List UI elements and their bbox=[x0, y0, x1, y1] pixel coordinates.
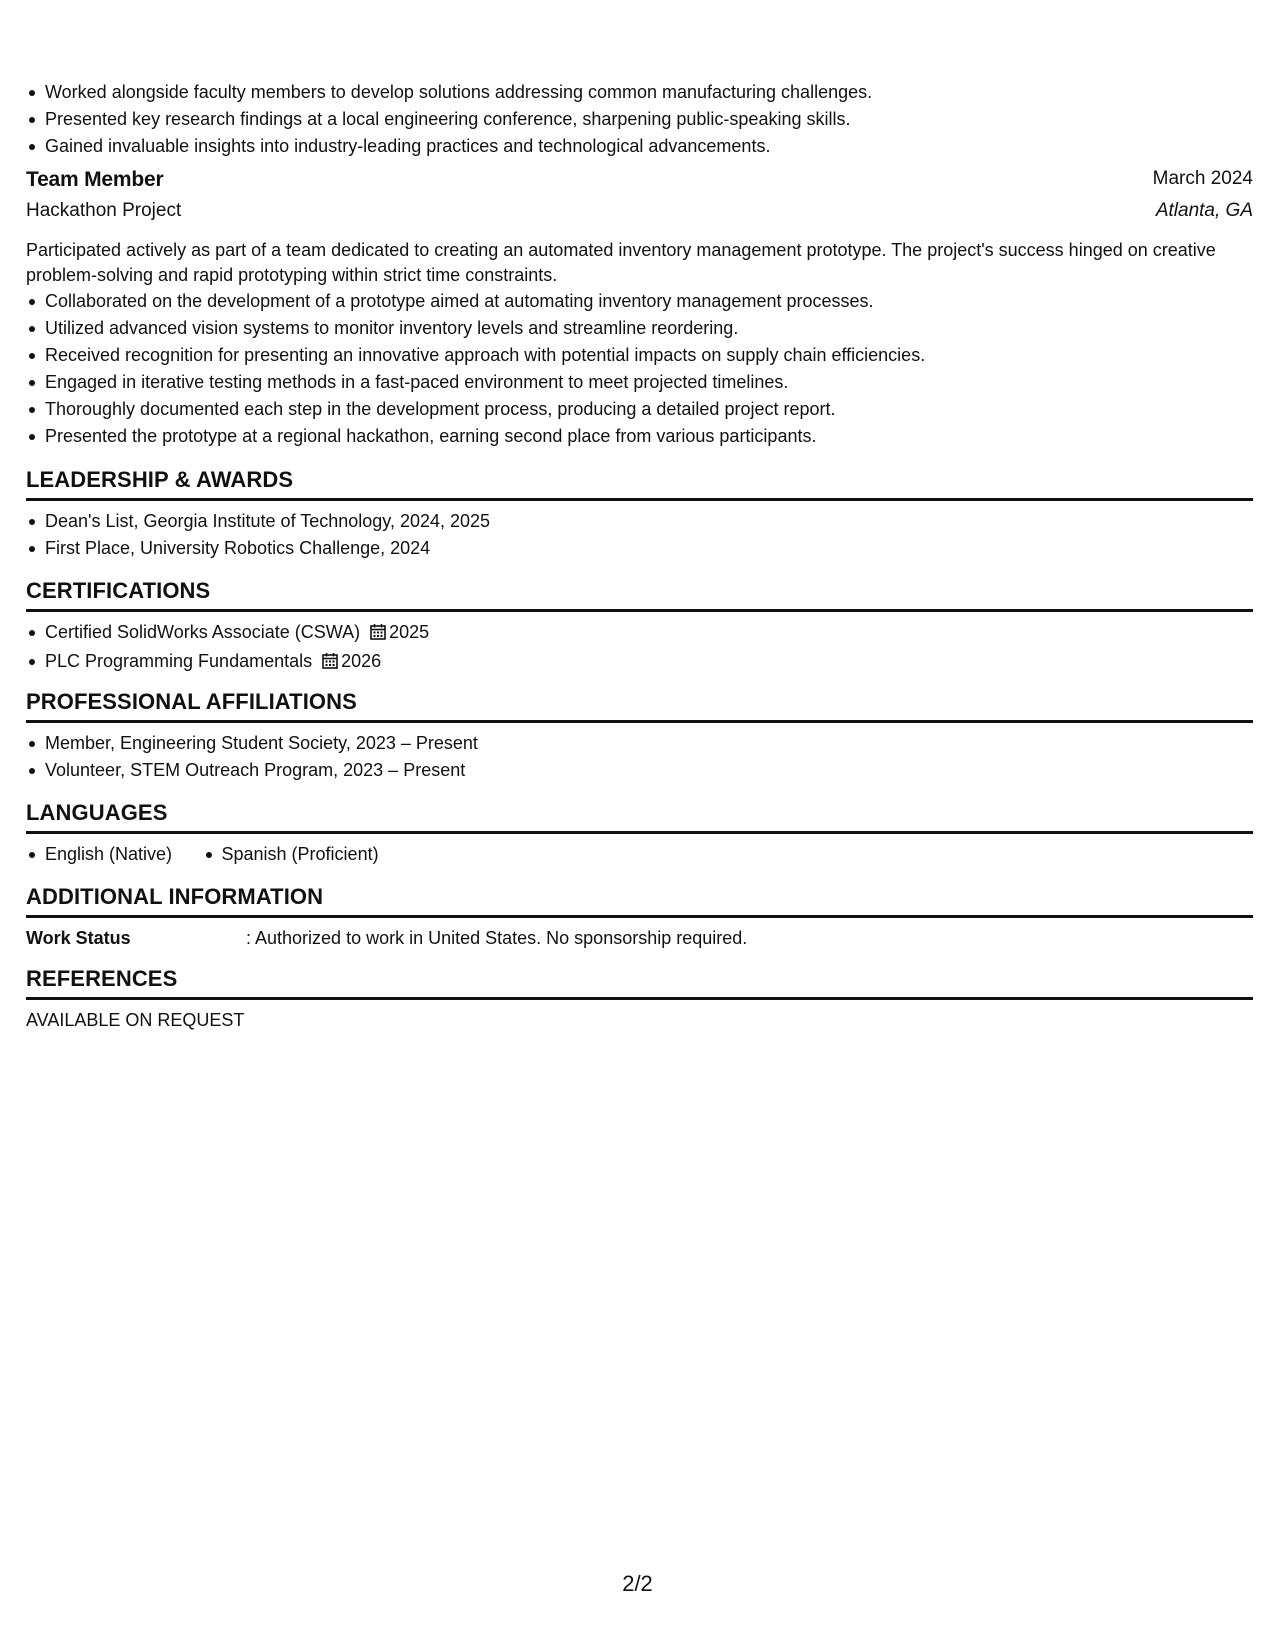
list-item: Presented key research findings at a local engineering conference, sharpening public-speaking skills. bbox=[26, 106, 1253, 133]
list-item: Member, Engineering Student Society, 2023 – Present bbox=[26, 730, 1253, 757]
languages-list bbox=[26, 841, 1253, 868]
list-item: Gained invaluable insights into industry-leading practices and technological advancements. bbox=[26, 133, 1253, 160]
entry-organization: Hackathon Project bbox=[26, 200, 182, 221]
list-item: First Place, University Robotics Challenge, 2024 bbox=[26, 535, 1253, 562]
section-title-languages: LANGUAGES bbox=[26, 799, 1253, 834]
calendar-icon bbox=[370, 621, 386, 648]
page-number: 2/2 bbox=[622, 1571, 653, 1596]
certification-name: PLC Programming Fundamentals bbox=[45, 651, 313, 671]
work-status-row bbox=[26, 925, 1253, 952]
entry-description: Participated actively as part of a team dedicated to creating an automated inventory management prototype. The project's success hinged on creative problem-solving and rapid prototyping within strict time constraints. bbox=[26, 240, 1216, 285]
section-title-leadership: LEADERSHIP & AWARDS bbox=[26, 466, 1253, 501]
list-item: Collaborated on the development of a prototype aimed at automating inventory management processes. bbox=[26, 288, 1253, 315]
entry-date: March 2024 bbox=[1152, 168, 1253, 189]
experience-entry-header bbox=[26, 168, 1253, 228]
list-item: Thoroughly documented each step in the development process, producing a detailed project report. bbox=[26, 396, 1253, 423]
section-title-certifications: CERTIFICATIONS bbox=[26, 577, 1253, 612]
list-item: Worked alongside faculty members to develop solutions addressing common manufacturing challenges. bbox=[26, 79, 1253, 106]
certification-year: 2025 bbox=[389, 622, 430, 642]
list-item: Dean's List, Georgia Institute of Technology, 2024, 2025 bbox=[26, 508, 1253, 535]
calendar-icon bbox=[322, 650, 338, 677]
language-item: Spanish (Proficient) bbox=[203, 841, 379, 868]
affiliations-list bbox=[26, 730, 1253, 784]
certification-item bbox=[26, 648, 1253, 677]
section-title-references: REFERENCES bbox=[26, 965, 1253, 1000]
work-status-label: Work Status bbox=[26, 928, 131, 948]
certification-item bbox=[26, 619, 1253, 648]
list-item: Presented the prototype at a regional hackathon, earning second place from various participants. bbox=[26, 423, 1253, 450]
previous-entry-bullets bbox=[26, 79, 1253, 160]
work-status-value: : Authorized to work in United States. No sponsorship required. bbox=[246, 928, 748, 948]
certification-year: 2026 bbox=[341, 651, 382, 671]
list-item: Received recognition for presenting an innovative approach with potential impacts on supply chain efficiencies. bbox=[26, 342, 1253, 369]
certifications-list bbox=[26, 619, 1253, 677]
entry-bullets bbox=[26, 288, 1253, 450]
leadership-list bbox=[26, 508, 1253, 562]
list-item: Engaged in iterative testing methods in a fast-paced environment to meet projected timelines. bbox=[26, 369, 1253, 396]
certification-name: Certified SolidWorks Associate (CSWA) bbox=[45, 622, 361, 642]
entry-title: Team Member bbox=[26, 168, 164, 191]
language-item: English (Native) bbox=[26, 841, 172, 868]
section-title-additional-info: ADDITIONAL INFORMATION bbox=[26, 883, 1253, 918]
section-title-affiliations: PROFESSIONAL AFFILIATIONS bbox=[26, 688, 1253, 723]
entry-location: Atlanta, GA bbox=[1155, 200, 1253, 221]
list-item: Utilized advanced vision systems to monitor inventory levels and streamline reordering. bbox=[26, 315, 1253, 342]
references-text: AVAILABLE ON REQUEST bbox=[26, 1010, 245, 1030]
list-item: Volunteer, STEM Outreach Program, 2023 – Present bbox=[26, 757, 1253, 784]
